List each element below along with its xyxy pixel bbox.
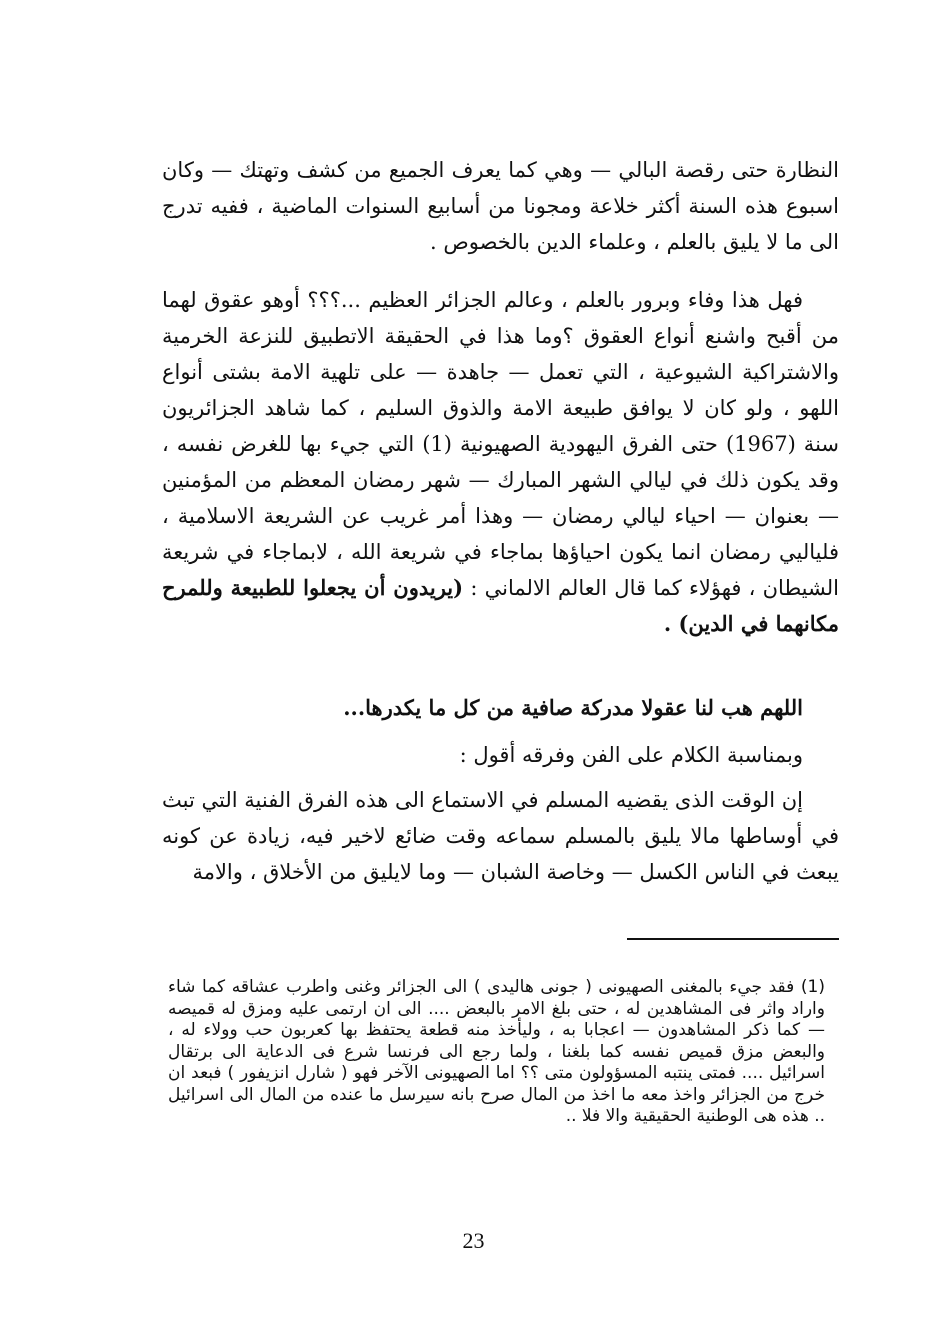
paragraph-4: وبمناسبة الكلام على الفن وفرقه أقول : [459,743,803,767]
footnote-marker: (1) [800,977,825,997]
paragraph-2-quote: (يريدون أن يجعلوا للطبيعة وللمرح مكانهما في الدين) . [162,575,839,636]
page-number: 23 [462,1228,485,1253]
paragraph-1: النظارة حتى رقصة البالي — وهي كما يعرف الجميع من كشف وتهتك — وكان اسبوع هذه السنة أكثر خلاعة ومجونا من أسابيع السنوات الماضية ، ففيه تدرج الى ما لا يليق بالعلم ، وعلماء الدين بالخصوص . [162,158,839,254]
paragraph-2 [162,282,839,642]
paragraph-2-body: فهل هذا وفاء وبرور بالعلم ، وعالم الجزائر العظيم ...؟؟؟ أوهو عقوق لهما من أقبح واشنع أنواع العقوق ؟وما هذا في الحقيقة الاتطبيق للنزعة الخرمية والاشتراكية الشيوعية ، التي تعمل — جاهدة — على تلهية الامة بشتى أنواع اللهو ، ولو كان لا يوافق طبيعة الامة والذوق السليم ، كما شاهد الجزائريون سنة (1967) حتى الفرق اليهودية الصهيونية (1) التي جيء بها للغرض نفسه ، وقد يكون ذلك في ليالي الشهر المبارك — شهر رمضان المعظم من المؤمنين — بعنوان — احياء ليالي رمضان — وهذا أمر غريب عن الشريعة الاسلامية ، فلياليي رمضان انما يكون احياؤها بماجاء في شريعة الله ، لابماجاء في شريعة الشيطان ، فهؤلاء كما قال العالم الالماني : [162,288,840,600]
footnote-text: فقد جيء بالمغنى الصهيونى ( جونى هاليدى ) الى الجزائر وغنى واطرب عشاقه كما شاء واراد واثر فى المشاهدين له ، حتى بلغ الامر بالبعض .... الى ان ارتمى عليه ومزق له قميصه — كما ذكر المشاهدون — اعجابا به ، وليأخذ منه قطعة يحتفظ بها كعربون حب وولاء له ، والبعض مزق قميص نفسه كما بلغنا ، ولما رجع الى فرنسا شرع فى الدعاية الى برتقال اسرائيل .... فمتى ينتبه المسؤولون متى ؟؟ اما الصهيونى الآخر فهو ( شارل انزيفور ) فبعد ان خرج من الجزائر واخذ معه ما اخذ من المال صرح بانه سيرسل ما عنده من المال الى اسرائيل .. هذه هى الوطنية الحقيقية والا فلا .. [168,977,825,1126]
paragraph-3-prayer: اللهم هب لنا عقولا مدركة صافية من كل ما يكدرها... [343,695,803,720]
footnote [168,977,825,1128]
paragraph-5: إن الوقت الذى يقضيه المسلم في الاستماع الى هذه الفرق الفنية التي تبث في أوساطها مالا يليق بالمسلم سماعه وقت ضائع لاخير فيه، زيادة عن كونه يبعث في الناس الكسل — وخاصة الشبان — وما لايليق من الأخلاق ، والامة [162,788,839,884]
footnote-divider [627,938,839,940]
